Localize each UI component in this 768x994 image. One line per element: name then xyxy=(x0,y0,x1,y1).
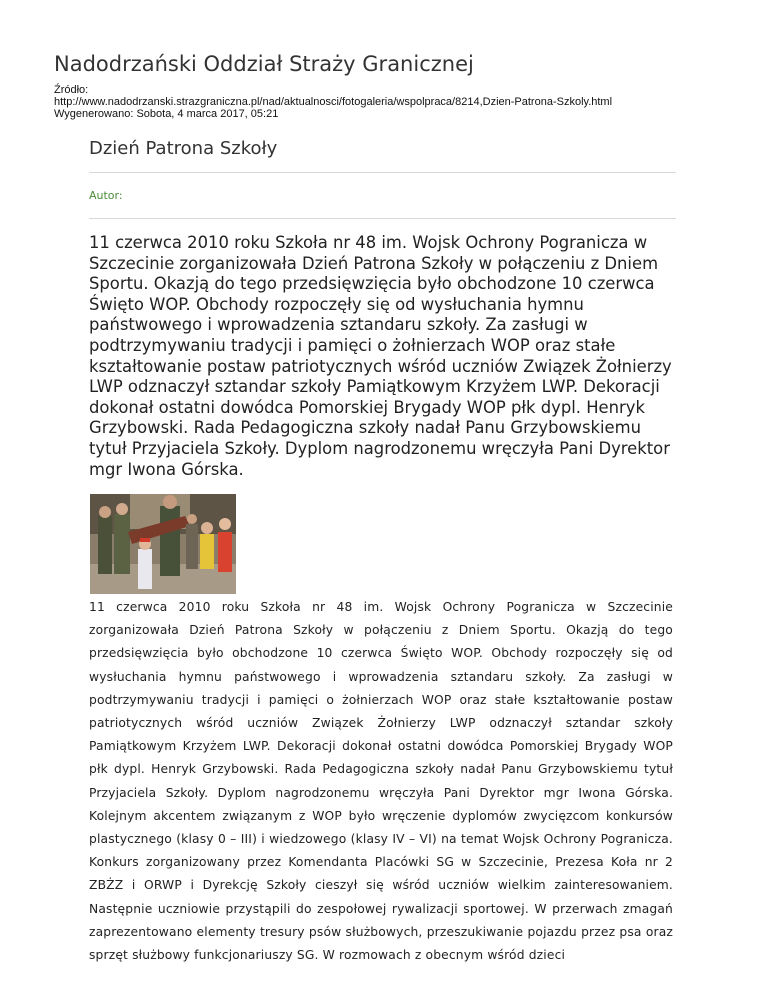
source-url[interactable]: http://www.nadodrzanski.strazgraniczna.pl/nad/aktualnosci/fotogaleria/wspolpraca/8214,Dzien-Patrona-Szkoly.html xyxy=(54,96,613,108)
site-title: Nadodrzański Oddział Straży Granicznej xyxy=(54,52,474,76)
source-label: Źródło: xyxy=(54,84,89,96)
ceremony-photo-illustration xyxy=(90,494,236,594)
article-title: Dzień Patrona Szkoły xyxy=(89,138,278,159)
author-label: Autor: xyxy=(89,189,123,202)
author-divider xyxy=(89,218,676,219)
title-divider xyxy=(89,172,676,173)
article-lead: 11 czerwca 2010 roku Szkoła nr 48 im. Wojsk Ochrony Pogranicza w Szczecinie zorganizowała Dzień Patrona Szkoły w połączeniu z Dniem Sportu. Okazją do tego przedsięwzięcia było obchodzone 10 czerwca Święto WOP. Obchody rozpoczęły się od wysłuchania hymnu państwowego i wprowadzenia sztandaru szkoły. Za zasługi w podtrzymywaniu tradycji i pamięci o żołnierzach WOP oraz stałe kształtowanie postaw patriotycznych wśród uczniów Związek Żołnierzy LWP odznaczył sztandar szkoły Pamiątkowym Krzyżem LWP. Dekoracji dokonał ostatni dowódca Pomorskiej Brygady WOP płk dypl. Henryk Grzybowski. Rada Pedagogiczna szkoły nadał Panu Grzybowskiemu tytuł Przyjaciela Szkoły. Dyplom nagrodzonemu wręczyła Pani Dyrektor mgr Iwona Górska. xyxy=(89,233,672,479)
print-meta xyxy=(54,84,714,120)
generated-timestamp: Wygenerowano: Sobota, 4 marca 2017, 05:21 xyxy=(54,108,279,120)
article-photo[interactable] xyxy=(90,494,236,594)
article-body: 11 czerwca 2010 roku Szkoła nr 48 im. Wojsk Ochrony Pogranicza w Szczecinie zorganizowała Dzień Patrona Szkoły w połączeniu z Dniem Sportu. Okazją do tego przedsięwzięcia było obchodzone 10 czerwca Święto WOP. Obchody rozpoczęły się od wysłuchania hymnu państwowego i wprowadzenia sztandaru szkoły. Za zasługi w podtrzymywaniu tradycji i pamięci o żołnierzach WOP oraz stałe kształtowanie postaw patriotycznych wśród uczniów Związek Żołnierzy LWP odznaczył sztandar szkoły Pamiątkowym Krzyżem LWP. Dekoracji dokonał ostatni dowódca Pomorskiej Brygady WOP płk dypl. Henryk Grzybowski. Rada Pedagogiczna szkoły nadał Panu Grzybowskiemu tytuł Przyjaciela Szkoły. Dyplom nagrodzonemu wręczyła Pani Dyrektor mgr Iwona Górska. Kolejnym akcentem związanym z WOP było wręczenie dyplomów zwycięzcom konkursów plastycznego (klasy 0 – III) i wiedzowego (klasy IV – VI) na temat Wojsk Ochrony Pogranicza. Konkurs zorganizowany przez Komendanta Placówki SG w Szczecinie, Prezesa Koła nr 2 ZBŻZ i ORWP i Dyrekcję Szkoły cieszył się wśród uczniów wielkim zainteresowaniem. Następnie uczniowie przystąpili do zespołowej rywalizacji sportowej. W przerwach zmagań zaprezentowano elementy tresury psów służbowych, przeszukiwanie pojazdu przez psa oraz sprzęt służbowy funkcjonariuszy SG. W rozmowach z obecnym wśród dzieci xyxy=(89,600,673,963)
